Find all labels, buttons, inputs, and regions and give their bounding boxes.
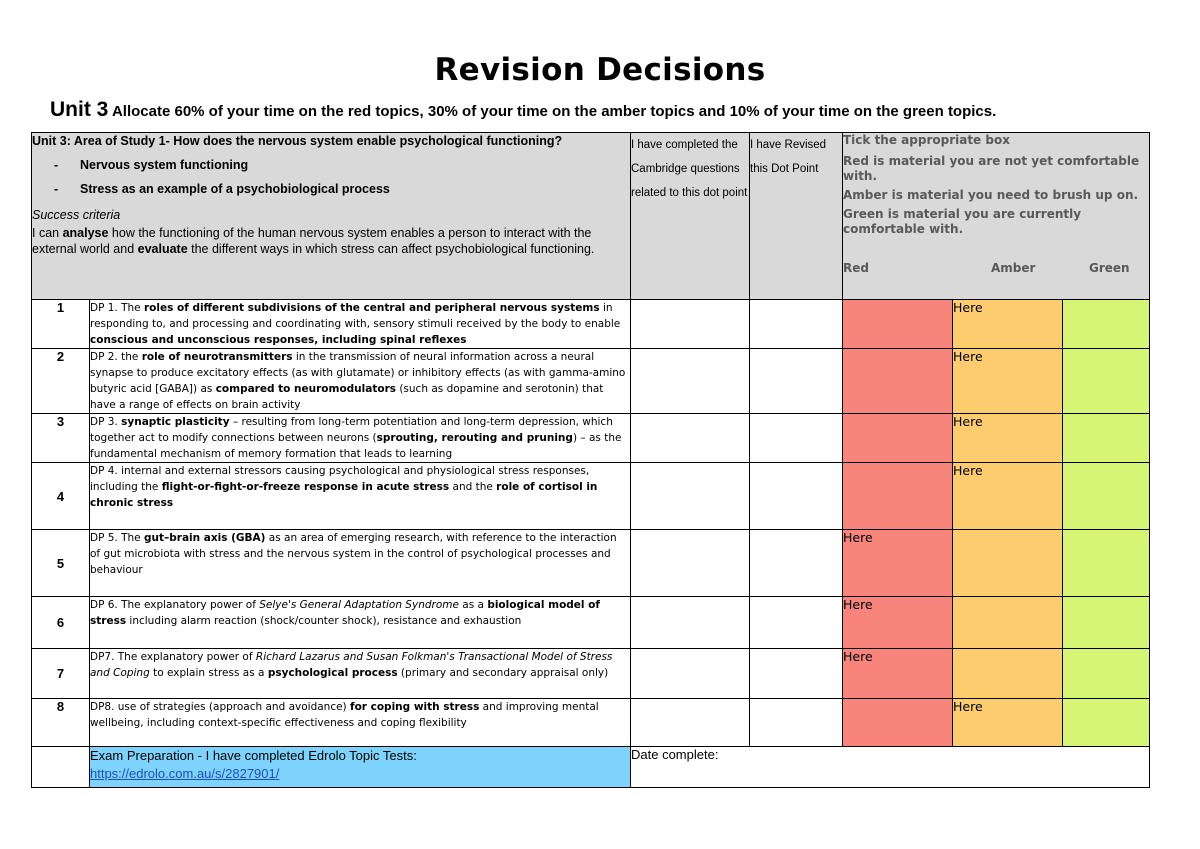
- green-label: Green: [1089, 261, 1130, 275]
- green-tick-cell[interactable]: [1063, 597, 1150, 649]
- amber-explanation: Amber is material you need to brush up on.: [843, 188, 1139, 202]
- red-tick-cell[interactable]: [843, 300, 953, 349]
- completed-checkbox-cell[interactable]: [631, 649, 750, 699]
- area-of-study-heading: Unit 3: Area of Study 1- How does the nervous system enable psychological functioning?: [32, 134, 563, 148]
- dot-point-text: DP7. The explanatory power of Richard Lazarus and Susan Folkman's Transactional Model of Stress and Coping to explain stress as a psychological process (primary and secondary appraisal only): [90, 649, 631, 699]
- completed-checkbox-cell[interactable]: [631, 463, 750, 530]
- dot-point-text: DP8. use of strategies (approach and avoidance) for coping with stress and improving mental wellbeing, including context-specific effectiveness and coping flexibility: [90, 699, 631, 747]
- red-tick-cell[interactable]: Here: [843, 649, 953, 699]
- completed-checkbox-cell[interactable]: [631, 699, 750, 747]
- completed-checkbox-cell[interactable]: [631, 300, 750, 349]
- dot-point-text: DP 4. internal and external stressors causing psychological and physiological stress responses, including the flight-or-fight-or-freeze response in acute stress and the role of cortisol in chronic stress: [90, 463, 631, 530]
- rag-labels: [843, 261, 1149, 287]
- date-complete-cell[interactable]: Date complete:: [631, 747, 1150, 788]
- completed-checkbox-cell[interactable]: [631, 597, 750, 649]
- revised-checkbox-cell[interactable]: [750, 463, 843, 530]
- table-row: [32, 414, 1150, 463]
- tick-instructions: [843, 133, 1150, 300]
- red-tick-cell[interactable]: [843, 463, 953, 530]
- tick-heading: Tick the appropriate box: [843, 133, 1010, 147]
- dot-point-number: 5: [32, 530, 90, 597]
- dot-point-number: 6: [32, 597, 90, 649]
- red-tick-cell[interactable]: [843, 414, 953, 463]
- subtitle: [50, 98, 1180, 122]
- edrolo-link[interactable]: https://edrolo.com.au/s/2827901/: [90, 766, 280, 781]
- revised-checkbox-cell[interactable]: [750, 530, 843, 597]
- revised-checkbox-cell[interactable]: [750, 649, 843, 699]
- table-row: [32, 597, 1150, 649]
- dot-point-number: 8: [32, 699, 90, 747]
- page-title: Revision Decisions: [434, 52, 766, 88]
- revision-table: [31, 132, 1150, 788]
- amber-tick-cell[interactable]: [953, 649, 1063, 699]
- dot-point-text: DP 1. The roles of different subdivisions of the central and peripheral nervous systems in responding to, and processing and coordinating with, sensory stimuli received by the body to enable conscious and unconscious responses, including spinal reflexes: [90, 300, 631, 349]
- revised-checkbox-cell[interactable]: [750, 300, 843, 349]
- red-tick-cell[interactable]: Here: [843, 530, 953, 597]
- amber-tick-cell[interactable]: Here: [953, 300, 1063, 349]
- exam-text: Exam Preparation - I have completed Edrolo Topic Tests:: [90, 748, 417, 763]
- bullet-item: - Nervous system functioning: [54, 158, 249, 172]
- revised-checkbox-cell[interactable]: [750, 349, 843, 414]
- header-row: [32, 133, 1150, 300]
- table-row: [32, 649, 1150, 699]
- red-tick-cell[interactable]: [843, 349, 953, 414]
- subtitle-text: Allocate 60% of your time on the red topics, 30% of your time on the amber topics and 10% of your time on the green topics.: [108, 103, 997, 120]
- blank-cell: [32, 747, 90, 788]
- exam-row: [32, 747, 1150, 788]
- amber-label: Amber: [991, 261, 1036, 275]
- amber-tick-cell[interactable]: [953, 530, 1063, 597]
- green-tick-cell[interactable]: [1063, 649, 1150, 699]
- success-criteria-text: I can analyse how the functioning of the human nervous system enables a person to interact with the external world and evaluate the different ways in which stress can affect psychobiological functioning.: [32, 226, 595, 256]
- completed-checkbox-cell[interactable]: [631, 414, 750, 463]
- amber-tick-cell[interactable]: Here: [953, 414, 1063, 463]
- unit-label: Unit 3: [50, 98, 109, 121]
- completed-checkbox-cell[interactable]: [631, 349, 750, 414]
- table-row: [32, 530, 1150, 597]
- green-tick-cell[interactable]: [1063, 530, 1150, 597]
- green-explanation: Green is material you are currently comfortable with.: [843, 207, 1082, 236]
- dot-point-number: 4: [32, 463, 90, 530]
- completed-header: I have completed the Cambridge questions related to this dot point: [631, 133, 750, 300]
- revised-checkbox-cell[interactable]: [750, 414, 843, 463]
- exam-preparation-cell: [90, 747, 631, 788]
- table-row: [32, 349, 1150, 414]
- red-explanation: Red is material you are not yet comfortable with.: [843, 154, 1140, 183]
- table-row: [32, 699, 1150, 747]
- dot-point-number: 3: [32, 414, 90, 463]
- amber-tick-cell[interactable]: Here: [953, 463, 1063, 530]
- dot-point-number: 7: [32, 649, 90, 699]
- dot-point-text: DP 5. The gut–brain axis (GBA) as an area of emerging research, with reference to the interaction of gut microbiota with stress and the nervous system in the control of psychological processes and behaviour: [90, 530, 631, 597]
- dot-point-text: DP 2. the role of neurotransmitters in the transmission of neural information across a neural synapse to produce excitatory effects (as with glutamate) or inhibitory effects (as with gamma-amino butyric acid [GABA]) as compared to neuromodulators (such as dopamine and serotonin) that have a range of effects on brain activity: [90, 349, 631, 414]
- green-tick-cell[interactable]: [1063, 349, 1150, 414]
- green-tick-cell[interactable]: [1063, 300, 1150, 349]
- amber-tick-cell[interactable]: Here: [953, 699, 1063, 747]
- green-tick-cell[interactable]: [1063, 699, 1150, 747]
- red-tick-cell[interactable]: [843, 699, 953, 747]
- revised-checkbox-cell[interactable]: [750, 597, 843, 649]
- bullet-item: - Stress as an example of a psychobiological process: [54, 182, 390, 196]
- table-row: [32, 463, 1150, 530]
- red-label: Red: [843, 261, 869, 275]
- green-tick-cell[interactable]: [1063, 463, 1150, 530]
- dot-point-number: 1: [32, 300, 90, 349]
- amber-tick-cell[interactable]: Here: [953, 349, 1063, 414]
- completed-checkbox-cell[interactable]: [631, 530, 750, 597]
- red-tick-cell[interactable]: Here: [843, 597, 953, 649]
- revised-header: I have Revised this Dot Point: [750, 133, 843, 300]
- table-row: [32, 300, 1150, 349]
- dot-point-text: DP 3. synaptic plasticity – resulting from long-term potentiation and long-term depression, which together act to modify connections between neurons (sprouting, rerouting and pruning) – as the fundamental mechanism of memory formation that leads to learning: [90, 414, 631, 463]
- green-tick-cell[interactable]: [1063, 414, 1150, 463]
- success-criteria-label: Success criteria: [32, 208, 121, 222]
- area-of-study-cell: [32, 133, 631, 300]
- amber-tick-cell[interactable]: [953, 597, 1063, 649]
- revised-checkbox-cell[interactable]: [750, 699, 843, 747]
- dot-point-text: DP 6. The explanatory power of Selye's General Adaptation Syndrome as a biological model of stress including alarm reaction (shock/counter shock), resistance and exhaustion: [90, 597, 631, 649]
- dot-point-number: 2: [32, 349, 90, 414]
